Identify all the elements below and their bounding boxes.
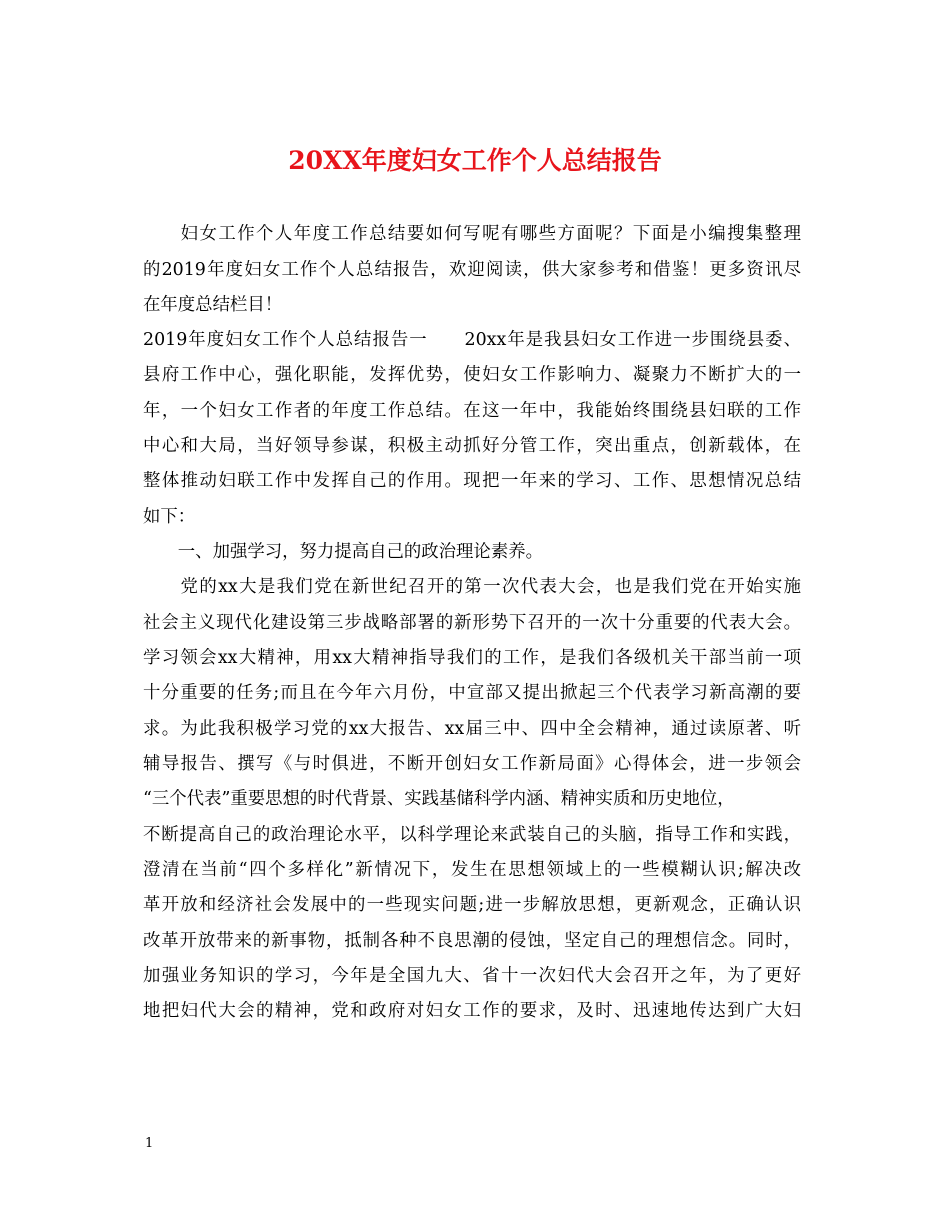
body-line: 辅导报告、撰写《与时俱进，不断开创妇女工作新局面》心得体会，进一步领会: [143, 754, 801, 774]
body-line: 的2019年度妇女工作个人总结报告，欢迎阅读，供大家参考和借鉴！更多资讯尽: [143, 260, 801, 280]
body-line: 社会主义现代化建设第三步战略部署的新形势下召开的一次十分重要的代表大会。: [143, 613, 801, 633]
body-line: 加强业务知识的学习，今年是全国九大、省十一次妇代大会召开之年，为了更好: [143, 966, 801, 986]
body-line: 在年度总结栏目！: [143, 295, 283, 315]
body-line: 学习领会xx大精神，用xx大精神指导我们的工作，是我们各级机关干部当前一项: [143, 648, 801, 668]
body-line: 地把妇代大会的精神，党和政府对妇女工作的要求，及时、迅速地传达到广大妇: [143, 1001, 801, 1021]
body-line: 中心和大局，当好领导参谋，积极主动抓好分管工作，突出重点，创新载体，在: [143, 436, 801, 456]
body-line: 如下：: [143, 507, 196, 527]
body-line: 年，一个妇女工作者的年度工作总结。在这一年中，我能始终围绕县妇联的工作: [143, 401, 801, 421]
body-line: 2019年度妇女工作个人总结报告一 20xx年是我县妇女工作进一步围绕县委、: [143, 330, 801, 350]
document-title: 20XX年度妇女工作个人总结报告: [288, 146, 662, 175]
body-line: 妇女工作个人年度工作总结要如何写呢有哪些方面呢？下面是小编搜集整理: [143, 224, 801, 244]
body-line: 县府工作中心，强化职能，发挥优势，使妇女工作影响力、凝聚力不断扩大的一: [143, 365, 801, 385]
body-line: 整体推动妇联工作中发挥自己的作用。现把一年来的学习、工作、思想情况总结: [143, 471, 801, 491]
body-line: 革开放和经济社会发展中的一些现实问题;进一步解放思想，更新观念，正确认识: [143, 895, 801, 915]
body-line: 求。为此我积极学习党的xx大报告、xx届三中、四中全会精神，通过读原著、听: [143, 719, 801, 739]
body-line: 不断提高自己的政治理论水平，以科学理论来武装自己的头脑，指导工作和实践，: [143, 825, 801, 845]
section-heading: 一、加强学习，努力提高自己的政治理论素养。: [143, 542, 543, 562]
body-line: “三个代表”重要思想的时代背景、实践基储科学内涵、精神实质和历史地位，: [143, 789, 735, 809]
body-line: 澄清在当前“四个多样化”新情况下，发生在思想领域上的一些模糊认识;解决改: [143, 860, 801, 880]
body-line: 党的xx大是我们党在新世纪召开的第一次代表大会，也是我们党在开始实施: [143, 577, 801, 597]
body-line: 十分重要的任务;而且在今年六月份，中宣部又提出掀起三个代表学习新高潮的要: [143, 683, 801, 703]
body-line: 改革开放带来的新事物，抵制各种不良思潮的侵蚀，坚定自己的理想信念。同时，: [143, 931, 801, 951]
page-number: 1: [145, 1136, 154, 1151]
